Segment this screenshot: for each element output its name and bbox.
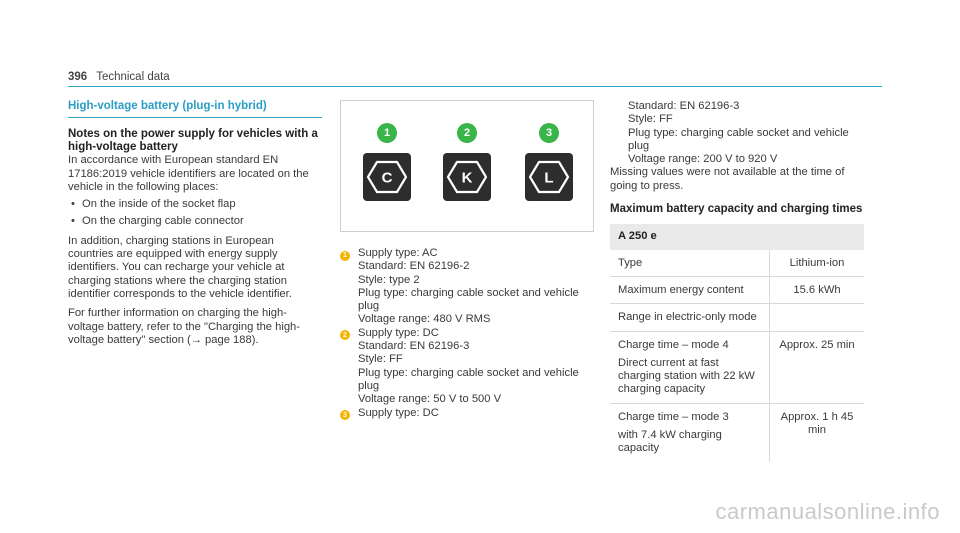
row-value: 15.6 kWh: [770, 276, 865, 303]
entry-line: Plug type: charging cable socket and vehicle plug: [358, 286, 579, 313]
entry-line: Voltage range: 200 V to 920 V: [628, 153, 778, 166]
callout-dot: 3: [340, 410, 350, 420]
chapter-title: Technical data: [96, 71, 170, 83]
callout-badge: 1: [377, 123, 397, 143]
entry-line: Standard: EN 62196-3: [628, 100, 740, 112]
entry-line: Style: FF: [628, 113, 673, 126]
row-label: Charge time – mode 4: [618, 338, 729, 351]
header-rule: [68, 86, 882, 87]
list-item: • On the inside of the socket flap: [68, 198, 322, 211]
entry-line: Plug type: charging cable socket and vehicle plug: [358, 366, 579, 392]
stations-paragraph: In addition, charging stations in European countries are equipped with energy supply identifiers. You can recharge your vehicle at charging stations where the charging station identifier corresponds to the vehicle identifier.: [68, 234, 292, 300]
table-row: [610, 276, 864, 303]
row-value: Lithium-ion: [770, 250, 865, 277]
figure-item: [525, 123, 573, 201]
table-row: [610, 331, 864, 403]
identifier-letter: C: [381, 169, 393, 187]
identifier-figure: [340, 100, 594, 232]
figure-item: [443, 123, 491, 201]
page-header: [68, 71, 170, 83]
right-column: [610, 100, 864, 462]
table-row: [610, 403, 864, 461]
row-value: [770, 304, 865, 331]
identifier-letter: K: [461, 169, 473, 187]
legend-entry: [340, 407, 594, 421]
row-value: Approx. 25 min: [770, 331, 865, 403]
watermark: carmanualsonline.info: [715, 499, 940, 524]
middle-column: [340, 247, 594, 421]
list-item: • On the charging cable connector: [68, 215, 322, 228]
missing-values-note: Missing values were not available at the time of going to press.: [610, 166, 845, 192]
entry-line: Voltage range: 50 V to 500 V: [358, 393, 502, 406]
entry-line: Standard: EN 62196-3: [358, 340, 470, 353]
entry-line: Plug type: charging cable socket and vehicle plug: [628, 126, 849, 152]
table-header: A 250 e: [610, 224, 864, 249]
row-label: Type: [610, 250, 770, 277]
capacity-subheading: Maximum battery capacity and charging times: [610, 203, 863, 216]
row-sublabel: Direct current at fast charging station with 22 kW charging capacity: [618, 356, 755, 396]
notes-subheading: Notes on the power supply for vehicles with a high-voltage battery: [68, 128, 318, 154]
left-column: [68, 100, 322, 347]
callout-badge: 3: [539, 123, 559, 143]
callout-dot: 2: [340, 330, 350, 340]
row-label: Maximum energy content: [610, 276, 770, 303]
intro-paragraph: In accordance with European standard EN 17186:2019 vehicle identifiers are located on the vehicle in the following places:: [68, 154, 309, 193]
entry-line: Voltage range: 480 V RMS: [358, 313, 491, 326]
further-info-paragraph[interactable]: For further information on charging the high-voltage battery, refer to the "Charging the high-voltage battery" section (→ page 188).: [68, 307, 300, 346]
callout-badge: 2: [457, 123, 477, 143]
table-row: [610, 250, 864, 277]
legend-entry: [340, 327, 594, 407]
figure-item: [363, 123, 411, 201]
hexagon-identifier-icon: [525, 153, 573, 201]
continued-entry: [610, 100, 864, 166]
row-label: Range in electric-only mode: [610, 304, 770, 331]
table-row: [610, 304, 864, 331]
row-sublabel: with 7.4 kW charging capacity: [618, 429, 722, 455]
legend-entry: [340, 247, 594, 327]
entry-line: Supply type: AC: [358, 247, 438, 259]
entry-line: Supply type: DC: [358, 406, 439, 419]
callout-dot: 1: [340, 251, 350, 261]
identifier-letter: L: [544, 169, 554, 187]
page-number: 396: [68, 71, 88, 83]
hexagon-identifier-icon: [443, 153, 491, 201]
entry-line: Style: FF: [358, 353, 403, 366]
battery-spec-table: [610, 224, 864, 461]
hexagon-identifier-icon: [363, 153, 411, 201]
row-label: Charge time – mode 3: [618, 410, 729, 423]
entry-line: Standard: EN 62196-2: [358, 260, 470, 273]
entry-line: Supply type: DC: [358, 326, 439, 339]
identifier-locations-list: [68, 198, 322, 229]
entry-line: Style: type 2: [358, 273, 420, 286]
row-value: Approx. 1 h 45 min: [770, 403, 865, 461]
section-title: High-voltage battery (plug-in hybrid): [68, 100, 322, 118]
